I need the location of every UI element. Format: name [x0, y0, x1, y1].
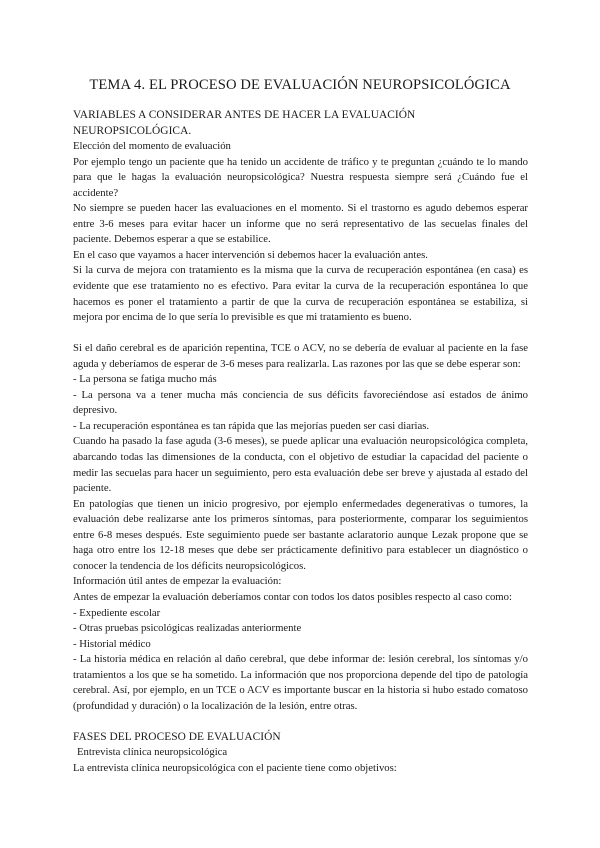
paragraph-post-acute: Cuando ha pasado la fase aguda (3-6 meses), se puede aplicar una evaluación neuropsicológica completa, abarcando todas las dimensiones de la conducta, con el objetivo de estudiar la capacidad del paciente o medir las secuelas para hacer un seguimiento, pero esta evaluación debe ser breve y ajustada al estado del paciente. [73, 435, 528, 495]
paragraph-interview-objectives: La entrevista clínica neuropsicológica con el paciente tiene como objetivos: [73, 761, 397, 774]
paragraph-intervention: En el caso que vayamos a hacer intervención si debemos hacer la evaluación antes. [73, 248, 428, 261]
paragraph-accident-example: Por ejemplo tengo un paciente que ha tenido un accidente de tráfico y te preguntan ¿cuándo te lo mando para que le hagas la evaluación neuropsicológica? Nuestra respuesta siempre será ¿Cuándo fue el accidente? [73, 155, 528, 199]
paragraph-progressive: En patologías que tienen un inicio progresivo, por ejemplo enfermedades degenerativas o tumores, la evaluación debe realizarse ante los primeros síntomas, para posteriormente, comparar los seguimientos entre 6-8 meses después. Este seguimiento puede ser bastante aclaratorio aunque Lezak propone que se haga otro entre los 12-18 meses que debe ser prácticamente definitivo para establecer un diagnóstico o conocer la tendencia de los déficits neuropsicológicos. [73, 497, 528, 572]
document-title: TEMA 4. EL PROCESO DE EVALUACIÓN NEUROPSICOLÓGICA [89, 77, 511, 93]
section-heading-variables: VARIABLES A CONSIDERAR ANTES DE HACER LA EVALUACIÓN NEUROPSICOLÓGICA. [73, 109, 416, 137]
paragraph-gap [73, 326, 528, 342]
subheading-useful-info: Información útil antes de empezar la evaluación: [73, 575, 282, 588]
list-item-reason: - La recuperación espontánea es tan rápida que las mejorías pueden ser casi diarias. [73, 419, 430, 432]
list-item-reason: - La persona se fatiga mucho más [73, 373, 217, 386]
paragraph-data-sources: Antes de empezar la evaluación deberíamos contar con todos los datos posibles respecto al caso como: [73, 590, 512, 603]
paragraph-sudden-damage: Si el daño cerebral es de aparición repentina, TCE o ACV, no se debería de evaluar al paciente en la fase aguda y deberíamos de esperar de 3-6 meses para realizarla. Las razones por las que se debe esperar son: [73, 342, 528, 370]
list-item-source: - Historial médico [73, 637, 151, 650]
list-item-source: - Otras pruebas psicológicas realizadas anteriormente [73, 622, 302, 635]
section-heading-phases: FASES DEL PROCESO DE EVALUACIÓN [73, 730, 281, 743]
document-body [73, 108, 528, 777]
list-item-reason: - La persona va a tener mucha más conciencia de sus déficits favoreciéndose así estados de ánimo depresivo. [73, 388, 528, 417]
paragraph-gap [73, 714, 528, 730]
subheading-clinical-interview: Entrevista clínica neuropsicológica [77, 746, 228, 759]
subheading-evaluation-timing: Elección del momento de evaluación [73, 140, 231, 153]
list-item-source: - Expediente escolar [73, 606, 161, 619]
paragraph-recovery-curve: Si la curva de mejora con tratamiento es la misma que la curva de recuperación espontánea (en casa) es evidente que ese tratamiento no es efectivo. Para evitar la curva de la recuperación espontánea lo que hacemos es poner el tratamiento a partir de que la curva de recuperación espontánea se estabiliza, si mejora por encima de lo que sería lo previsible es que mi tratamiento es bueno. [73, 264, 528, 324]
list-item-source: - La historia médica en relación al daño cerebral, que debe informar de: lesión cerebral, los síntomas y/o tratamientos a los que se ha sometido. La información que nos proporciona depende del tipo de patología cerebral. Así, por ejemplo, en un TCE o ACV es importante buscar en la historia si hubo estado comatoso (profundidad y duración) o la localización de la lesión, entre otras. [73, 653, 528, 712]
paragraph-acute-wait: No siempre se pueden hacer las evaluaciones en el momento. Si el trastorno es agudo debemos esperar entre 3-6 meses para evitar hacer un informe que no será representativo de las secuelas finales del paciente. Debemos esperar a que se estabilice. [73, 202, 528, 246]
